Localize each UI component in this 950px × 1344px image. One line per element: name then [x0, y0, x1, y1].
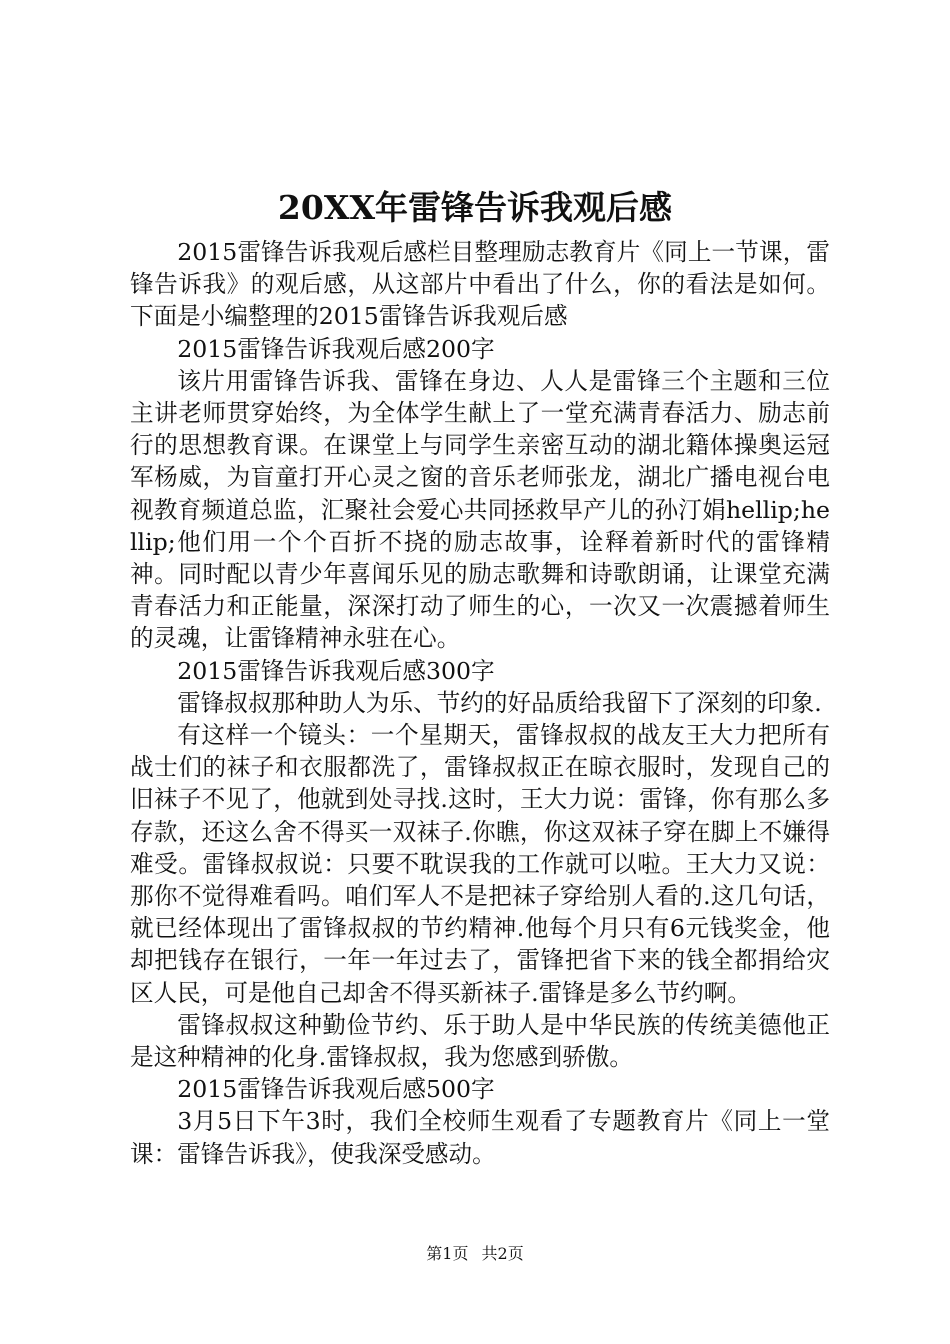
document-title: 20XX年雷锋告诉我观后感	[277, 188, 673, 227]
paragraph-200: 该片用雷锋告诉我、雷锋在身边、人人是雷锋三个主题和三位主讲老师贯穿始终，为全体学生献上了一堂充满青春活力、励志前行的思想教育课。在课堂上与同学生亲密互动的湖北籍体操奥运冠军杨威，为盲童打开心灵之窗的音乐老师张龙，湖北广播电视台电视教育频道总监，汇聚社会爱心共同拯救早产儿的孙汀娟hellip;hellip;他们用一个个百折不挠的励志故事，诠释着新时代的雷锋精神。同时配以青少年喜闻乐见的励志歌舞和诗歌朗诵，让课堂充满青春活力和正能量，深深打动了师生的心，一次又一次震撼着师生的灵魂，让雷锋精神永驻在心。	[130, 366, 830, 653]
paragraph-intro: 2015雷锋告诉我观后感栏目整理励志教育片《同上一节课，雷锋告诉我》的观后感，从这部片中看出了什么，你的看法是如何。下面是小编整理的2015雷锋告诉我观后感	[130, 238, 830, 331]
page-footer	[0, 1244, 950, 1264]
document-body	[130, 236, 830, 1170]
page-total: 共2页	[481, 1244, 524, 1263]
section-heading-300: 2015雷锋告诉我观后感300字	[177, 656, 495, 685]
paragraph-300-a: 雷锋叔叔那种助人为乐、节约的好品质给我留下了深刻的印象.	[177, 688, 822, 717]
page-number: 第1页	[426, 1244, 469, 1263]
section-heading-200: 2015雷锋告诉我观后感200字	[177, 334, 495, 363]
section-heading-500: 2015雷锋告诉我观后感500字	[177, 1075, 495, 1104]
paragraph-500: 3月5日下午3时，我们全校师生观看了专题教育片《同上一堂课：雷锋告诉我》，使我深受感动。	[130, 1107, 830, 1168]
paragraph-300-b: 有这样一个镜头：一个星期天，雷锋叔叔的战友王大力把所有战士们的袜子和衣服都洗了，雷锋叔叔正在晾衣服时，发现自己的旧袜子不见了，他就到处寻找.这时，王大力说：雷锋，你有那么多存款，还这么舍不得买一双袜子.你瞧，你这双袜子穿在脚上不嫌得难受。雷锋叔叔说：只要不耽误我的工作就可以啦。王大力又说：那你不觉得难看吗。咱们军人不是把袜子穿给别人看的.这几句话，就已经体现出了雷锋叔叔的节约精神.他每个月只有6元钱奖金，他却把钱存在银行，一年一年过去了，雷锋把省下来的钱全都捐给灾区人民，可是他自己却舍不得买新袜子.雷锋是多么节约啊。	[130, 721, 830, 1007]
paragraph-300-c: 雷锋叔叔这种勤俭节约、乐于助人是中华民族的传统美德他正是这种精神的化身.雷锋叔叔，我为您感到骄傲。	[130, 1010, 830, 1072]
